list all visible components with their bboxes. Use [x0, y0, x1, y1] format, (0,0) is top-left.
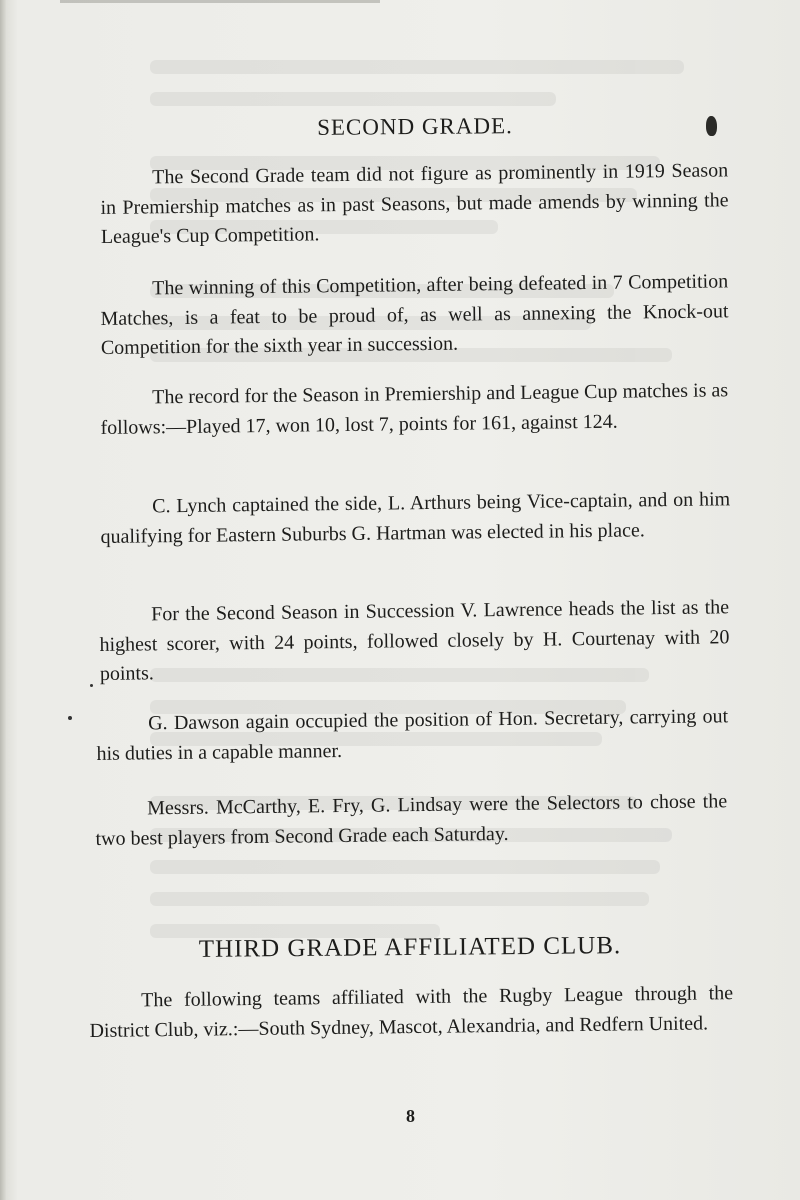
- paragraph-2: The winning of this Competition, after being defeated in 7 Competition Matches, is a feat to be proud of, as well as annexing the Knock-out Competition for the sixth year in succession.: [100, 270, 729, 359]
- speck: [68, 716, 72, 720]
- paragraph-3: The record for the Season in Premiership and League Cup matches is as follows:—Played 17, won 10, lost 7, points for 161, against 124.: [100, 379, 729, 439]
- binding-edge: [0, 0, 6, 1200]
- section-heading-second-grade: SECOND GRADE.: [317, 113, 513, 140]
- paragraph-8: The following teams affiliated with the Rugby League through the District Club, viz.:—South Sydney, Mascot, Alexandria, and Redfern United.: [89, 982, 734, 1042]
- paragraph-4: C. Lynch captained the side, L. Arthurs being Vice-captain, and on him qualifying for Eastern Suburbs G. Hartman was elected in his place.: [100, 488, 731, 548]
- paragraph-1: The Second Grade team did not figure as prominently in 1919 Season in Premiership matches as in past Seasons, but made amends by winning the League's Cup Competition.: [100, 159, 729, 248]
- paragraph-7: Messrs. McCarthy, E. Fry, G. Lindsay were the Selectors to chose the two best players from Second Grade each Saturday.: [95, 790, 728, 850]
- speck: [90, 684, 93, 687]
- top-edge-mark: [60, 0, 380, 3]
- section-heading-third-grade: THIRD GRADE AFFILIATED CLUB.: [198, 932, 622, 963]
- page-number: 8: [406, 1106, 415, 1126]
- paragraph-6: G. Dawson again occupied the position of Hon. Secretary, carrying out his duties in a capable manner.: [96, 705, 729, 765]
- paragraph-5: For the Second Season in Succession V. Lawrence heads the list as the highest scorer, with 24 points, followed closely by H. Courtenay with 20 points.: [99, 596, 730, 685]
